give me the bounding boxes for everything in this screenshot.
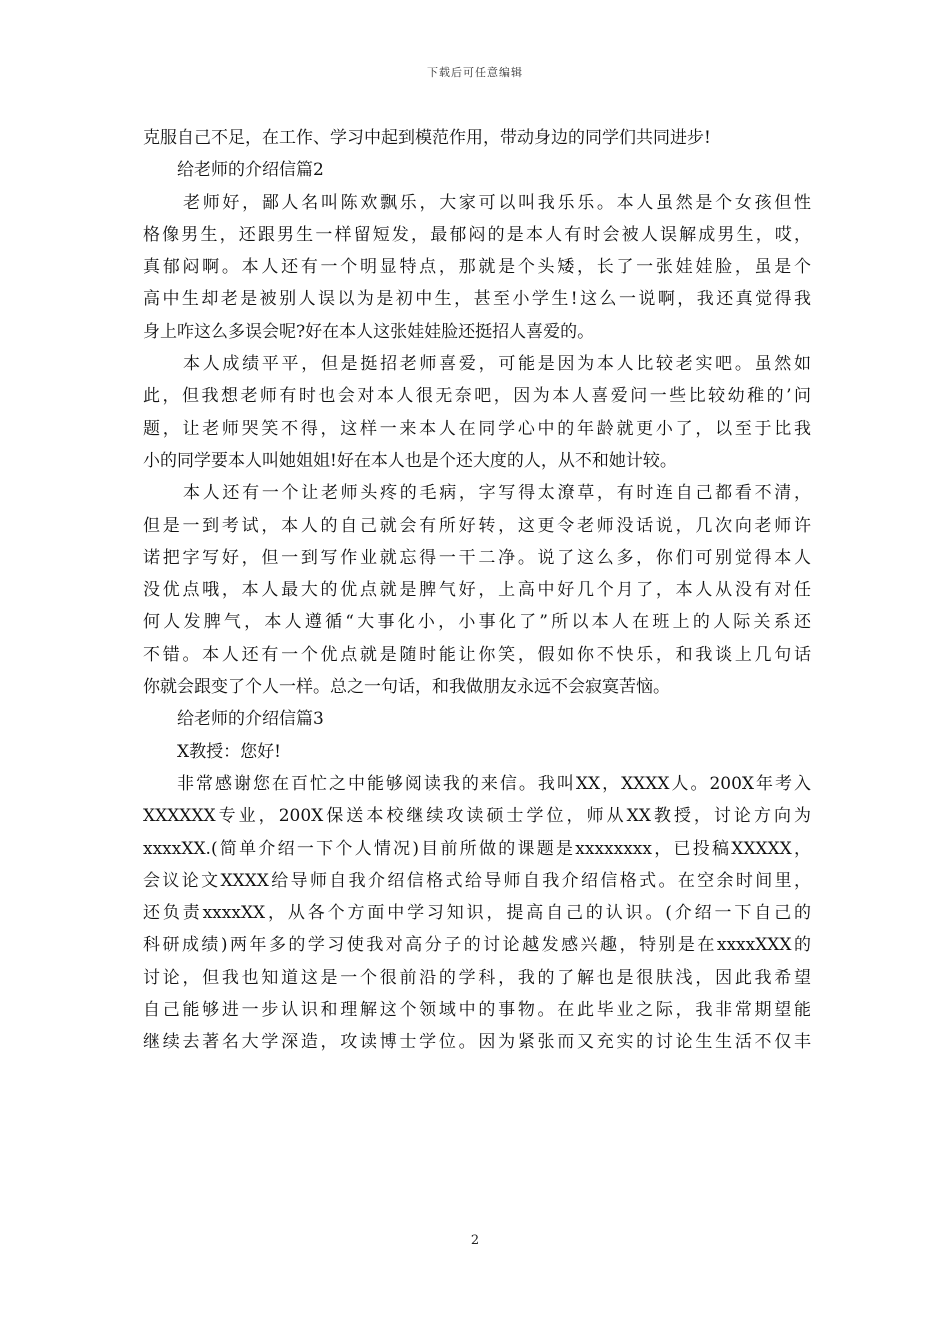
section-heading: 给老师的介绍信篇3 <box>177 709 324 730</box>
text-line: 你就会跟变了个人一样。总之一句话，和我做朋友永远不会寂寞苦恼。 <box>143 677 670 698</box>
text-line: 自己能够进一步认识和理解这个领域中的事物。在此毕业之际，我非常期望能 <box>143 1000 811 1021</box>
text-line: 非常感谢您在百忙之中能够阅读我的来信。我叫XX，XXXX人。200X年考入 <box>177 773 811 794</box>
text-line: 高中生却老是被别人误以为是初中生，甚至小学生!这么一说啊，我还真觉得我 <box>143 289 811 310</box>
page-header: 下载后可任意编辑 <box>427 66 523 79</box>
salutation: X教授：您好! <box>177 741 281 762</box>
text-line: XXXXXX专业，200X保送本校继续攻读硕士学位，师从XX教授，讨论方向为 <box>143 806 811 827</box>
page-number: 2 <box>470 1233 480 1248</box>
text-line: 不错。本人还有一个优点就是随时能让你笑，假如你不快乐，和我谈上几句话 <box>143 644 811 665</box>
text-line: 格像男生，还跟男生一样留短发，最郁闷的是本人有时会被人误解成男生，哎， <box>143 224 811 245</box>
text-line: 继续去著名大学深造，攻读博士学位。因为紧张而又充实的讨论生生活不仅丰 <box>143 1032 811 1053</box>
text-line: 但是一到考试，本人的自己就会有所好转，这更令老师没话说，几次向老师许 <box>143 515 811 536</box>
document-body <box>143 122 811 1059</box>
text-line: 此，但我想老师有时也会对本人很无奈吧，因为本人喜爱问一些比较幼稚的’问 <box>143 386 811 407</box>
text-line: 本人成绩平平，但是挺招老师喜爱，可能是因为本人比较老实吧。虽然如 <box>183 354 811 375</box>
text-line: 真郁闷啊。本人还有一个明显特点，那就是个头矮，长了一张娃娃脸，虽是个 <box>143 257 811 278</box>
text-line: 小的同学要本人叫她姐姐!好在本人也是个还大度的人，从不和她计较。 <box>143 450 677 471</box>
text-line: 讨论，但我也知道这是一个很前沿的学科，我的了解也是很肤浅，因此我希望 <box>143 967 811 988</box>
text-line: 会议论文XXXX给导师自我介绍信格式给导师自我介绍信格式。在空余时间里， <box>143 870 811 891</box>
text-line: 没优点哦，本人最大的优点就是脾气好，上高中好几个月了，本人从没有对任 <box>143 580 811 601</box>
text-line: 题，让老师哭笑不得，这样一来本人在同学心中的年龄就更小了，以至于比我 <box>143 418 811 439</box>
section-heading: 给老师的介绍信篇2 <box>177 160 324 181</box>
text-line: 老师好，鄙人名叫陈欢飘乐，大家可以叫我乐乐。本人虽然是个女孩但性 <box>183 192 811 213</box>
text-line: 何人发脾气，本人遵循“大事化小，小事化了”所以本人在班上的人际关系还 <box>143 612 811 633</box>
text-line: 本人还有一个让老师头疼的毛病，字写得太潦草，有时连自己都看不清， <box>183 483 811 504</box>
text-line: 诺把字写好，但一到写作业就忘得一干二净。说了这么多，你们可别觉得本人 <box>143 547 811 568</box>
text-line: 克服自己不足，在工作、学习中起到模范作用，带动身边的同学们共同进步! <box>143 128 711 148</box>
text-line: 还负责xxxxXX，从各个方面中学习知识，提高自己的认识。(介绍一下自己的 <box>143 903 811 924</box>
text-line: 科研成绩)两年多的学习使我对高分子的讨论越发感兴趣，特别是在xxxxXXX的 <box>143 935 811 956</box>
text-line: xxxxXX.(简单介绍一下个人情况)目前所做的课题是xxxxxxxx，已投稿XXXXX， <box>143 838 811 859</box>
text-line: 身上咋这么多误会呢?好在本人这张娃娃脸还挺招人喜爱的。 <box>143 321 595 342</box>
